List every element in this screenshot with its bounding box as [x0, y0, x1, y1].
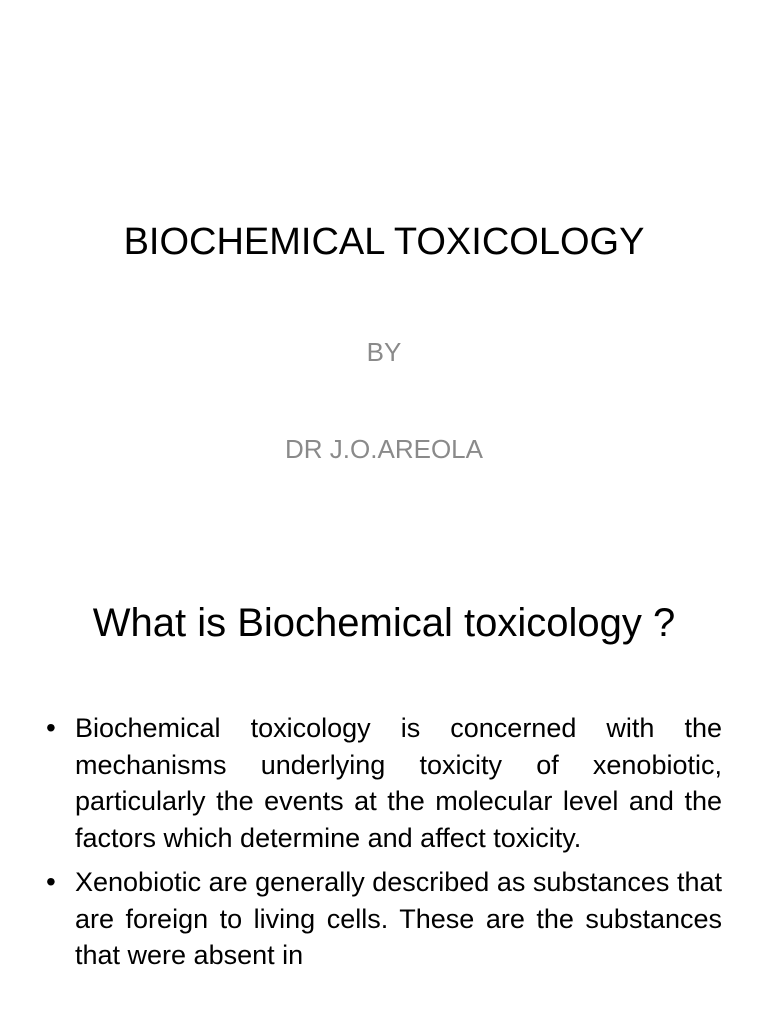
bullet-list	[46, 710, 722, 982]
slide-heading: What is Biochemical toxicology ?	[92, 601, 676, 645]
bullet-text: Biochemical toxicology is concerned with the mechanisms underlying toxicity of xenobiotic, particularly the events at the molecular level and the factors which determine and affect toxicity.	[75, 713, 722, 853]
bullet-item	[46, 864, 722, 974]
bullet-text: Xenobiotic are generally described as substances that are foreign to living cells. These are the substances that were absent in	[75, 867, 722, 970]
by-label: BY	[366, 337, 402, 367]
bullet-marker: •	[46, 866, 56, 897]
bullet-item	[46, 710, 722, 856]
author-name: DR J.O.AREOLA	[285, 434, 483, 464]
slide-title: BIOCHEMICAL TOXICOLOGY	[123, 221, 645, 263]
content-slide	[0, 576, 768, 1024]
bullet-marker: •	[46, 712, 56, 743]
